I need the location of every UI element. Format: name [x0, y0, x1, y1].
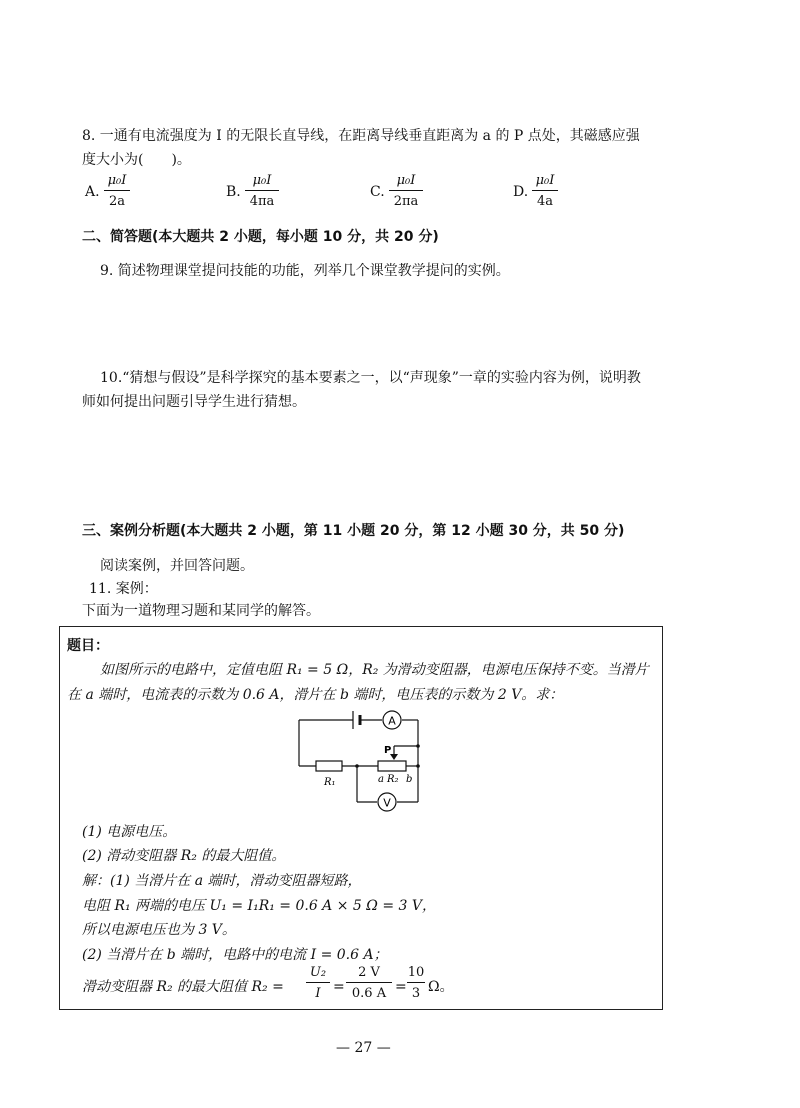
section2-heading: 二、简答题(本大题共 2 小题，每小题 10 分，共 20 分)	[82, 229, 439, 245]
sub-question-1: (1) 电源电压。	[82, 824, 177, 840]
junction-dot	[416, 744, 420, 748]
fraction-bar	[532, 190, 558, 191]
fraction-u2-over-i	[306, 964, 330, 1002]
terminal-b-label: b	[406, 774, 413, 785]
section3-heading: 三、案例分析题(本大题共 2 小题，第 11 小题 20 分，第 12 小题 30 分，共 50 分)	[82, 523, 625, 539]
rheostat-r2-icon	[378, 761, 406, 771]
q8-line1: 8. 一通有电流强度为 I 的无限长直导线，在距离导线垂直距离为 a 的 P 点处，其磁感应强	[82, 128, 640, 144]
fraction-denominator: I	[315, 986, 321, 1001]
unit-ohm: Ω。	[428, 979, 454, 995]
ammeter-label: A	[388, 714, 396, 728]
fraction-denominator: 2a	[108, 194, 126, 209]
circuit-diagram	[290, 705, 430, 817]
fraction-denominator: 3	[411, 986, 421, 1001]
equals-sign: =	[395, 979, 407, 995]
fraction-bar	[306, 982, 330, 983]
section3-intro: 阅读案例，并回答问题。	[100, 558, 254, 574]
solution-line3: 所以电源电压也为 3 V。	[82, 922, 236, 938]
q8-line2: 度大小为( )。	[82, 152, 191, 168]
option-label: D.	[513, 184, 529, 200]
fraction-denominator: 4πa	[249, 194, 275, 209]
solution-line5-prefix: 滑动变阻器 R₂ 的最大阻值 R₂ =	[82, 979, 284, 995]
fraction-denominator: 2πa	[393, 194, 419, 209]
fraction-bar	[104, 190, 130, 191]
fraction-bar	[245, 190, 279, 191]
option-label: B.	[226, 184, 241, 200]
fraction-bar	[407, 982, 425, 983]
battery-icon	[353, 711, 360, 729]
fraction-denominator: 0.6 A	[351, 986, 387, 1001]
fraction-10-over-3	[407, 964, 425, 1002]
option-fraction	[245, 172, 279, 210]
fraction-denominator: 4a	[536, 194, 554, 209]
q11-description: 下面为一道物理习题和某同学的解答。	[82, 603, 320, 619]
sub-question-2: (2) 滑动变阻器 R₂ 的最大阻值。	[82, 848, 286, 864]
case-problem-line2: 在 a 端时，电流表的示数为 0.6 A，滑片在 b 端时，电压表的示数为 2 V。求：	[67, 687, 564, 703]
q9-text: 9. 简述物理课堂提问技能的功能，列举几个课堂教学提问的实例。	[100, 263, 510, 279]
junction-dot	[416, 764, 420, 768]
option-fraction	[532, 172, 558, 210]
fraction-numerator: μ₀I	[252, 173, 272, 188]
option-fraction	[104, 172, 130, 210]
option-fraction	[389, 172, 423, 210]
fraction-numerator: 2 V	[358, 965, 380, 980]
solution-line4: (2) 当滑片在 b 端时，电路中的电流 I = 0.6 A；	[82, 947, 388, 963]
slider-label: P	[384, 745, 392, 756]
fraction-bar	[389, 190, 423, 191]
resistor-r1-icon	[316, 761, 342, 771]
junction-dot	[355, 764, 359, 768]
fraction-numerator: μ₀I	[535, 173, 555, 188]
fraction-numerator: 10	[407, 965, 425, 980]
solution-line2: 电阻 R₁ 两端的电压 U₁ = I₁R₁ = 0.6 A × 5 Ω = 3 V，	[82, 898, 436, 914]
rheostat-r2-label: R₂	[387, 774, 399, 785]
fraction-numerator: U₂	[309, 965, 327, 980]
option-label: C.	[370, 184, 385, 200]
fraction-numerator: μ₀I	[396, 173, 416, 188]
terminal-a-label: a	[378, 774, 384, 785]
q11-label: 11. 案例：	[89, 581, 158, 597]
fraction-numerator: μ₀I	[107, 173, 127, 188]
case-problem-line1: 如图所示的电路中，定值电阻 R₁ = 5 Ω，R₂ 为滑动变阻器，电源电压保持不变。当滑片	[100, 662, 649, 678]
fraction-bar	[346, 982, 392, 983]
page-number: — 27 —	[336, 1040, 391, 1056]
resistor-r1-label: R₁	[324, 777, 336, 788]
q10-line2: 师如何提出问题引导学生进行猜想。	[82, 394, 306, 410]
fraction-2v-over-0.6a	[346, 964, 392, 1002]
q10-line1: 10.“猜想与假设”是科学探究的基本要素之一，以“声现象”一章的实验内容为例，说明教	[100, 370, 641, 386]
solution-line1: 解：(1) 当滑片在 a 端时，滑动变阻器短路，	[82, 873, 362, 889]
equals-sign: =	[333, 979, 345, 995]
voltmeter-label: V	[383, 796, 391, 810]
option-label: A.	[85, 184, 100, 200]
case-title: 题目：	[67, 638, 109, 654]
